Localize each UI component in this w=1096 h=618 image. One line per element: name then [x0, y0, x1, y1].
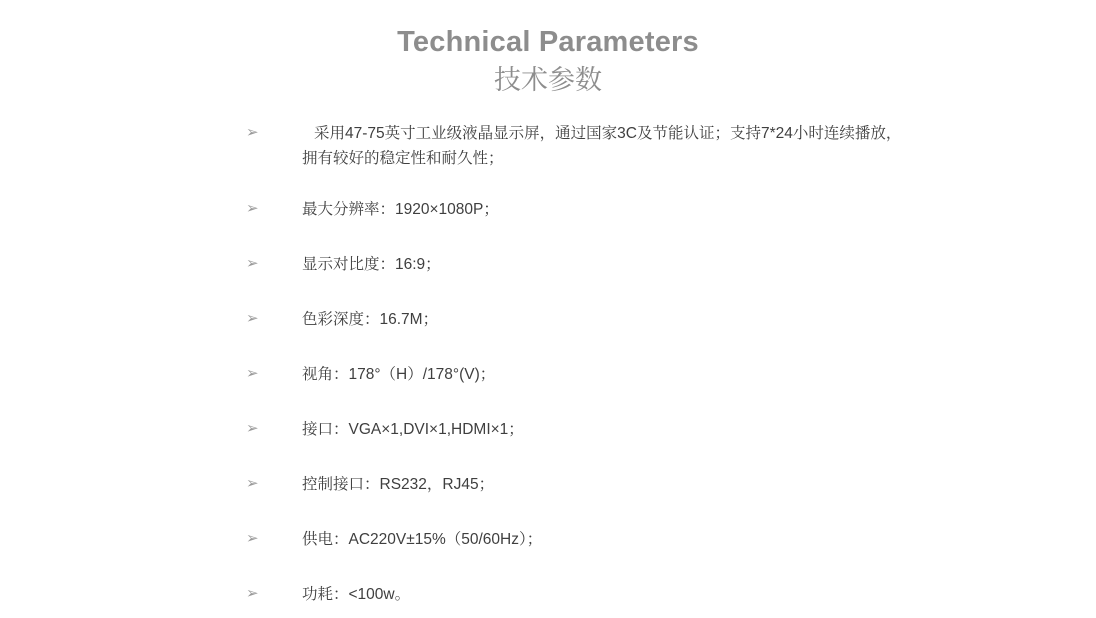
list-item: [0, 197, 1096, 222]
spec-text: 显示对比度：16:9；: [302, 255, 441, 273]
arrow-bullet-icon: ➢: [246, 584, 259, 602]
arrow-bullet-icon: ➢: [246, 529, 259, 547]
spec-text: 色彩深度：16.7M；: [302, 310, 439, 328]
spec-text: 接口：VGA×1,DVI×1,HDMI×1；: [302, 420, 524, 438]
list-item: [0, 121, 1096, 171]
arrow-bullet-icon: ➢: [246, 123, 259, 141]
list-item: [0, 307, 1096, 332]
arrow-bullet-icon: ➢: [246, 364, 259, 382]
spec-text: 控制接口：RS232，RJ45；: [302, 475, 495, 493]
arrow-bullet-icon: ➢: [246, 419, 259, 437]
spec-text: 采用47-75英寸工业级液晶显示屏，通过国家3C及节能认证；支持7*24小时连续播放，拥有较好的稳定性和耐久性；: [302, 124, 902, 167]
spec-text: 最大分辨率：1920×1080P；: [302, 200, 499, 218]
spec-text: 供电：AC220V±15%（50/60Hz）；: [302, 530, 543, 548]
list-item: [0, 472, 1096, 497]
arrow-bullet-icon: ➢: [246, 474, 259, 492]
arrow-bullet-icon: ➢: [246, 254, 259, 272]
arrow-bullet-icon: ➢: [246, 309, 259, 327]
specification-list: [0, 121, 1096, 607]
arrow-bullet-icon: ➢: [246, 199, 259, 217]
page-title: [0, 0, 1096, 99]
spec-text: 功耗：<100w。: [302, 585, 411, 603]
title-chinese: 技术参数: [494, 65, 602, 96]
title-english: Technical Parameters: [397, 26, 699, 58]
list-item: [0, 417, 1096, 442]
list-item: [0, 252, 1096, 277]
spec-text: 视角：178°（H）/178°(V)；: [302, 365, 496, 383]
list-item: [0, 582, 1096, 607]
list-item: [0, 527, 1096, 552]
list-item: [0, 362, 1096, 387]
